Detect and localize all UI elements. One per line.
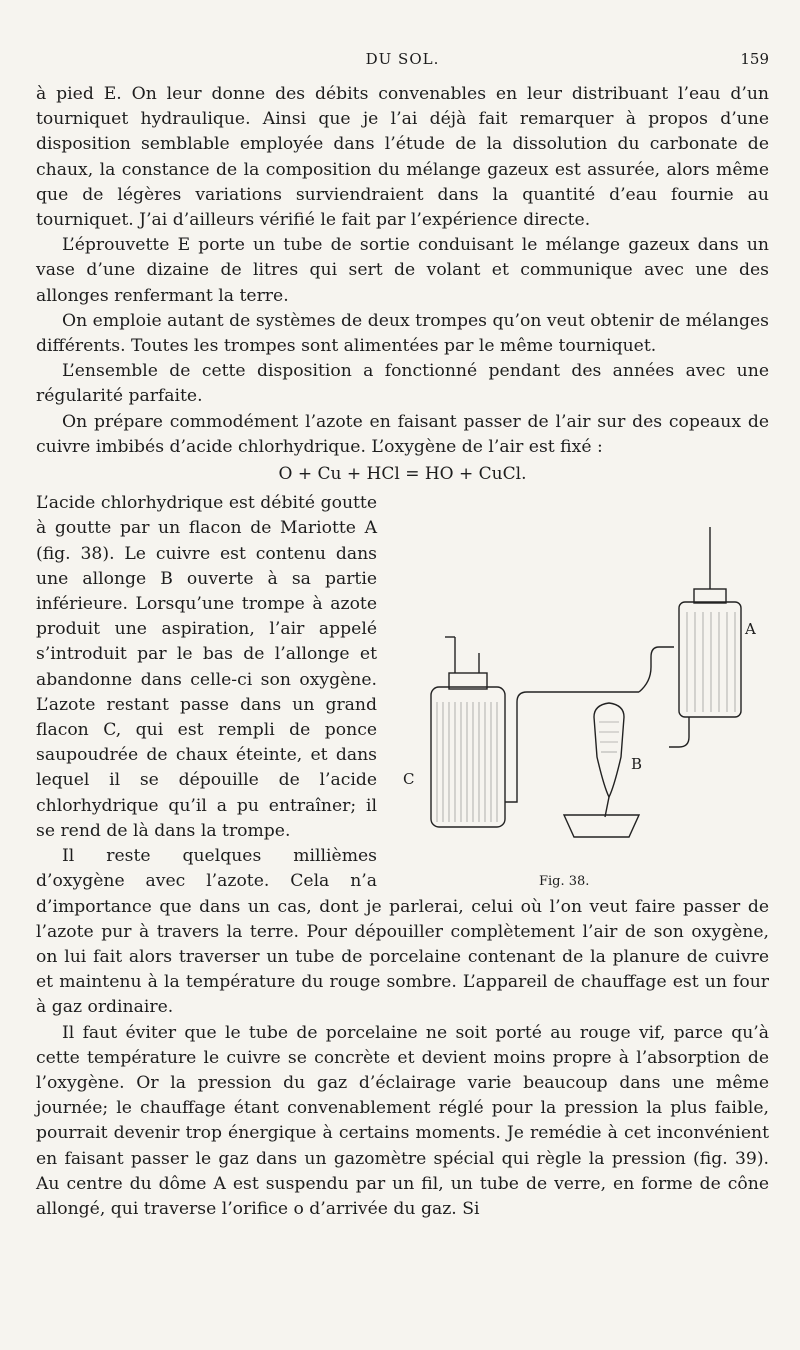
page-number: 159 [740,50,769,68]
flask-a-neck [694,589,726,603]
paragraph: L’ensemble de cette disposition a fonctionné pendant des années avec une régularité parfaite. [36,361,769,407]
paragraph: L’éprouvette E porte un tube de sortie conduisant le mélange gazeux dans un vase d’une dizaine de litres qui sert de volant et communique avec une des allonges renfermant la terre. [36,235,769,306]
paragraph: L’acide chlorhydrique est débité goutte à goutte par un flacon de Mariotte A (fig. 38). Le cuivre est contenu dans une allonge B ouverte à sa partie inférieure. Lorsqu’une trompe à azote produit une aspiration, l’air appelé s’introduit par le bas de l’allonge et abandonne dans celle-ci son oxygène. L’azote restant passe dans un grand flacon C, qui est rempli de ponce saupoudrée de chaux éteinte, et dans lequel il se dépouille de l’acide chlorhydrique qu’il a pu entraîner; il se rend de là dans la trompe. [36,493,377,841]
dish [564,815,639,837]
figure-38 [389,497,769,890]
label-c: C [403,770,415,789]
paragraph: Il faut éviter que le tube de porcelaine ne soit porté au rouge vif, parce qu’à cette température le cuivre se concrète et devient moins propre à l’absorption de l’oxygène. Or la pression du gaz d’éclairage varie beaucoup dans une même journée; le chauffage étant convenablement réglé pour la pression la plus faible, pourrait devenir trop énergique à certains moments. Je remédie à cet inconvénient en faisant passer le gaz dans un gazomètre spécial qui règle la pression (fig. 39). Au centre du dôme A est suspendu par un fil, un tube de verre, en forme de cône allongé, qui traverse l’orifice o d’arrivée du gaz. Si [36,1022,769,1219]
paragraph: à pied E. On leur donne des débits convenables en leur distribuant l’eau d’un tourniquet hydraulique. Ainsi que je l’ai déjà fait remarquer à propos d’une disposition semblable employée dans l’étude de la dissolution du carbonate de chaux, la constance de la composition du mélange gazeux est assurée, alors même que de légères variations surviendraient dans la quantité d’eau fournie au tourniquet. J’ai d’ailleurs vérifié le fait par l’expérience directe. [36,84,769,231]
page [36,0,769,1350]
chemical-equation: O + Cu + HCl = HO + CuCl. [278,464,527,485]
apparatus-illustration [389,497,769,867]
paragraph: Il reste quelques millièmes d’oxygène avec l’azote. Cela n’a d’importance que dans un cas, dont je parlerai, celui où l’on veut faire passer de l’azote pur à travers la terre. Pour dépouiller complètement l’air de son oxygène, on lui fait alors traverser un tube de porcelaine contenant de la planure de cuivre et maintenu à la température du rouge sombre. L’appareil de chauffage est un four à gaz ordinaire. [36,846,769,1018]
paragraph: On prépare commodément l’azote en faisant passer de l’air sur des copeaux de cuivre imbibés d’acide chlorhydrique. L’oxygène de l’air est fixé : [36,411,769,457]
body-text [36,82,769,1222]
paragraph: On emploie autant de systèmes de deux trompes qu’on veut obtenir de mélanges différents. Toutes les trompes sont alimentées par le même tourniquet. [36,310,769,357]
figure-caption: Fig. 38. [539,874,590,890]
allonge-b [594,703,624,797]
flask-a [679,602,741,717]
label-b: B [631,755,643,774]
flask-c [431,687,505,827]
running-header [36,50,769,72]
wrapped-section [36,491,769,1222]
label-a: A [745,620,756,639]
running-title: DU SOL. [365,50,440,68]
